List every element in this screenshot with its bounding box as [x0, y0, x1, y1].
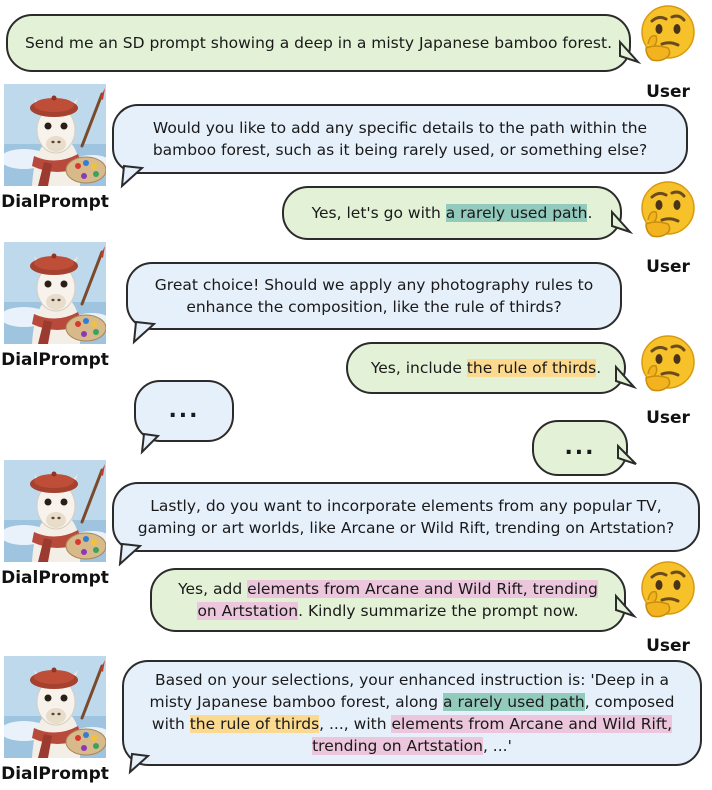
bot-summary-message: Based on your selections, your enhanced instruction is: 'Deep in a misty Japanese bamboo forest, along a rarely used path, composed with the rule of thirds, ..., with elements from Arcane and Wild Rift, trending on Artstation, ...' [122, 660, 702, 766]
highlight-arcane: elements from Arcane and Wild Rift, [391, 715, 673, 733]
dialprompt-label: DialPrompt [1, 764, 109, 784]
bot-message-2: Great choice! Should we apply any photography rules to enhance the composition, like the rule of thirds? [126, 262, 622, 330]
highlight-artstation: on Artstation [197, 602, 299, 620]
dialprompt-avatar [4, 656, 106, 758]
dialprompt-label: DialPrompt [1, 350, 109, 370]
highlight-rule-of-thirds: the rule of thirds [189, 715, 320, 733]
user-message-1 [6, 14, 631, 72]
highlight-rule-of-thirds: the rule of thirds [466, 359, 597, 377]
bubble-tail [614, 365, 636, 391]
bubble-tail [132, 320, 162, 344]
user-label: User [646, 257, 690, 277]
thinking-face-icon [638, 334, 698, 394]
highlight-rarely-used-path: a rarely used path [445, 204, 588, 222]
bubble-tail [140, 432, 166, 454]
user-label: User [646, 408, 690, 428]
dialprompt-label: DialPrompt [1, 568, 109, 588]
bot-ellipsis-bubble: ... [134, 380, 234, 442]
message-text: Send me an SD prompt showing a deep in a misty Japanese bamboo forest. [24, 34, 613, 52]
user-message-2: Yes, let's go with a rarely used path. [282, 186, 622, 240]
thinking-face-icon [638, 560, 698, 620]
highlight-arcane: elements from Arcane and Wild Rift, trending [247, 580, 598, 598]
bot-message-1: Would you like to add any specific details to the path within the bamboo forest, such as it being rarely used, or something else? [112, 104, 688, 174]
highlight-artstation: trending on Artstation [312, 737, 483, 755]
dialprompt-label: DialPrompt [1, 192, 109, 212]
user-ellipsis-bubble: ... [532, 420, 628, 476]
dialprompt-avatar [4, 460, 106, 562]
user-message-4: Yes, add elements from Arcane and Wild Rift, trending on Artstation. Kindly summarize the prompt now. [150, 568, 626, 632]
bubble-tail [614, 594, 636, 620]
user-label: User [646, 636, 690, 656]
bot-message-3: Lastly, do you want to incorporate elements from any popular TV, gaming or art worlds, like Arcane or Wild Rift, trending on Artstation? [112, 482, 700, 552]
dialprompt-avatar [4, 84, 106, 186]
user-label: User [646, 82, 690, 102]
highlight-rarely-used-path: a rarely used path [443, 693, 585, 711]
bubble-tail [120, 164, 150, 188]
bubble-tail [616, 444, 638, 468]
dialprompt-avatar [4, 242, 106, 344]
bubble-tail [618, 40, 640, 66]
thinking-face-icon [638, 180, 698, 240]
bubble-tail [610, 210, 632, 236]
user-message-3: Yes, include the rule of thirds. [346, 342, 626, 394]
bubble-tail [128, 752, 156, 774]
thinking-face-icon [638, 4, 698, 64]
bubble-tail [118, 542, 148, 566]
